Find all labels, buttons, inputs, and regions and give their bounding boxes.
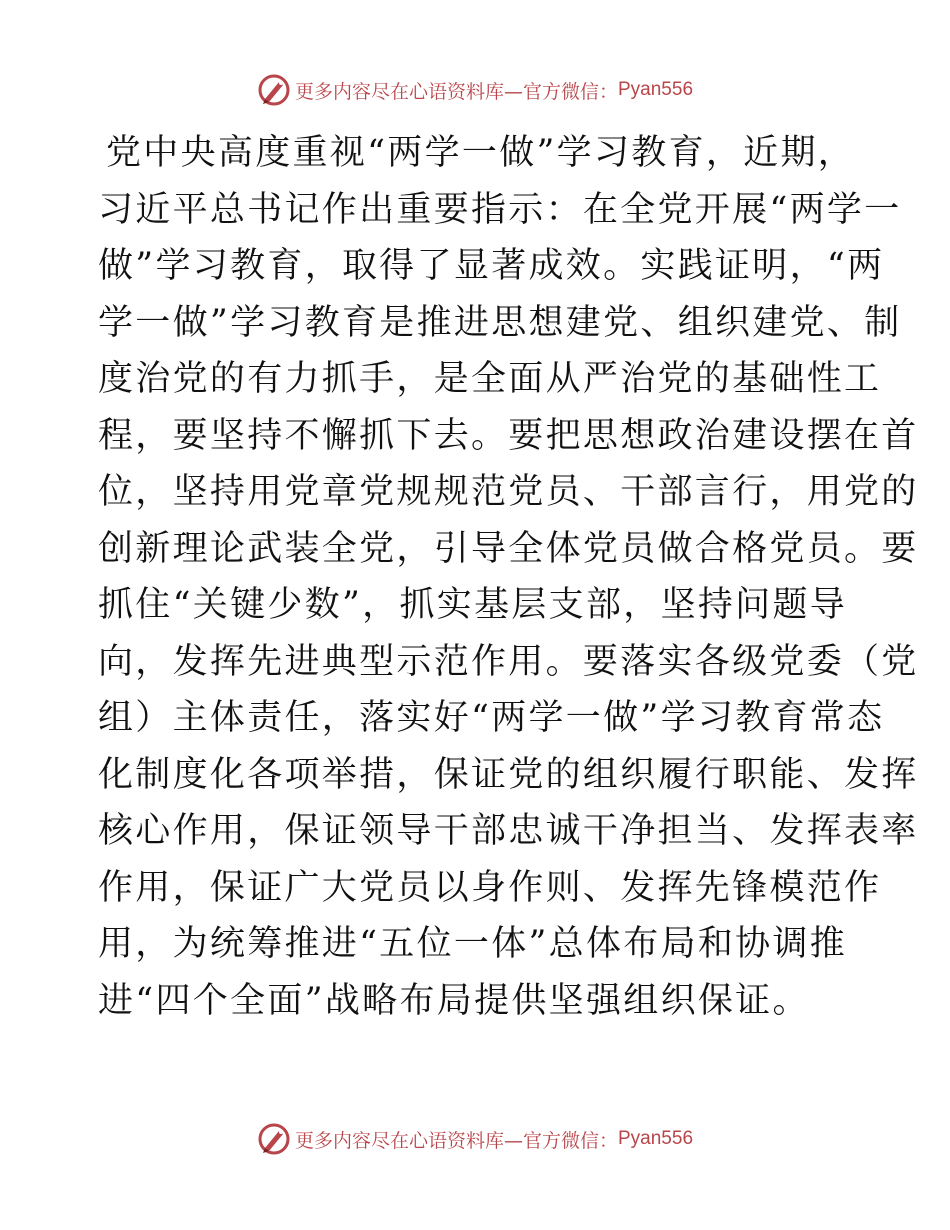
- paragraph-line: 核心作用，保证领导干部忠诚干净担当、发挥表率: [98, 811, 919, 851]
- paragraph-line: 抓住“关键少数”，抓实基层支部，坚持问题导: [98, 585, 848, 625]
- paragraph-line: 度治党的有力抓手，是全面从严治党的基础性工: [98, 359, 882, 399]
- paragraph-line: 化制度化各项举措，保证党的组织履行职能、发挥: [98, 754, 919, 795]
- wechat-id: Pyan556: [618, 79, 694, 100]
- wechat-id: Pyan556: [618, 1128, 694, 1149]
- paragraph-line: 用，为统筹推进“五位一体”总体布局和协调推: [98, 924, 848, 964]
- document-body: [98, 125, 919, 1029]
- paragraph-line: 组）主体责任，落实好“两学一做”学习教育常态: [98, 698, 885, 738]
- footer-watermark: [0, 1121, 950, 1157]
- paragraph-line: 党中央高度重视“两学一做”学习教育，近期，: [106, 133, 856, 173]
- paragraph-line: 作用，保证广大党员以身作则、发挥先锋模范作: [98, 867, 882, 908]
- watermark-text: 更多内容尽在心语资料库—官方微信：: [294, 1129, 618, 1152]
- paragraph-line: 习近平总书记作出重要指示：在全党开展“两学一: [98, 189, 902, 230]
- paragraph-line: 位，坚持用党章党规规范党员、干部言行，用党的: [98, 472, 919, 512]
- pen-logo-icon: [257, 73, 291, 107]
- paragraph-line: 进“四个全面”战略布局提供坚强组织保证。: [98, 980, 810, 1021]
- paragraph-line: 向，发挥先进典型示范作用。要落实各级党委（党: [98, 641, 919, 682]
- paragraph-line: 做”学习教育，取得了显著成效。实践证明，“两: [98, 246, 885, 286]
- pen-logo-icon: [257, 1122, 291, 1156]
- paragraph-line: 学一做”学习教育是推进思想建党、组织建党、制: [98, 302, 902, 343]
- paragraph-line: 程，要坚持不懈抓下去。要把思想政治建设摆在首: [98, 415, 919, 456]
- header-watermark: [0, 72, 950, 108]
- watermark-text: 更多内容尽在心语资料库—官方微信：: [294, 80, 618, 103]
- paragraph-line: 创新理论武装全党，引导全体党员做合格党员。要: [98, 528, 919, 569]
